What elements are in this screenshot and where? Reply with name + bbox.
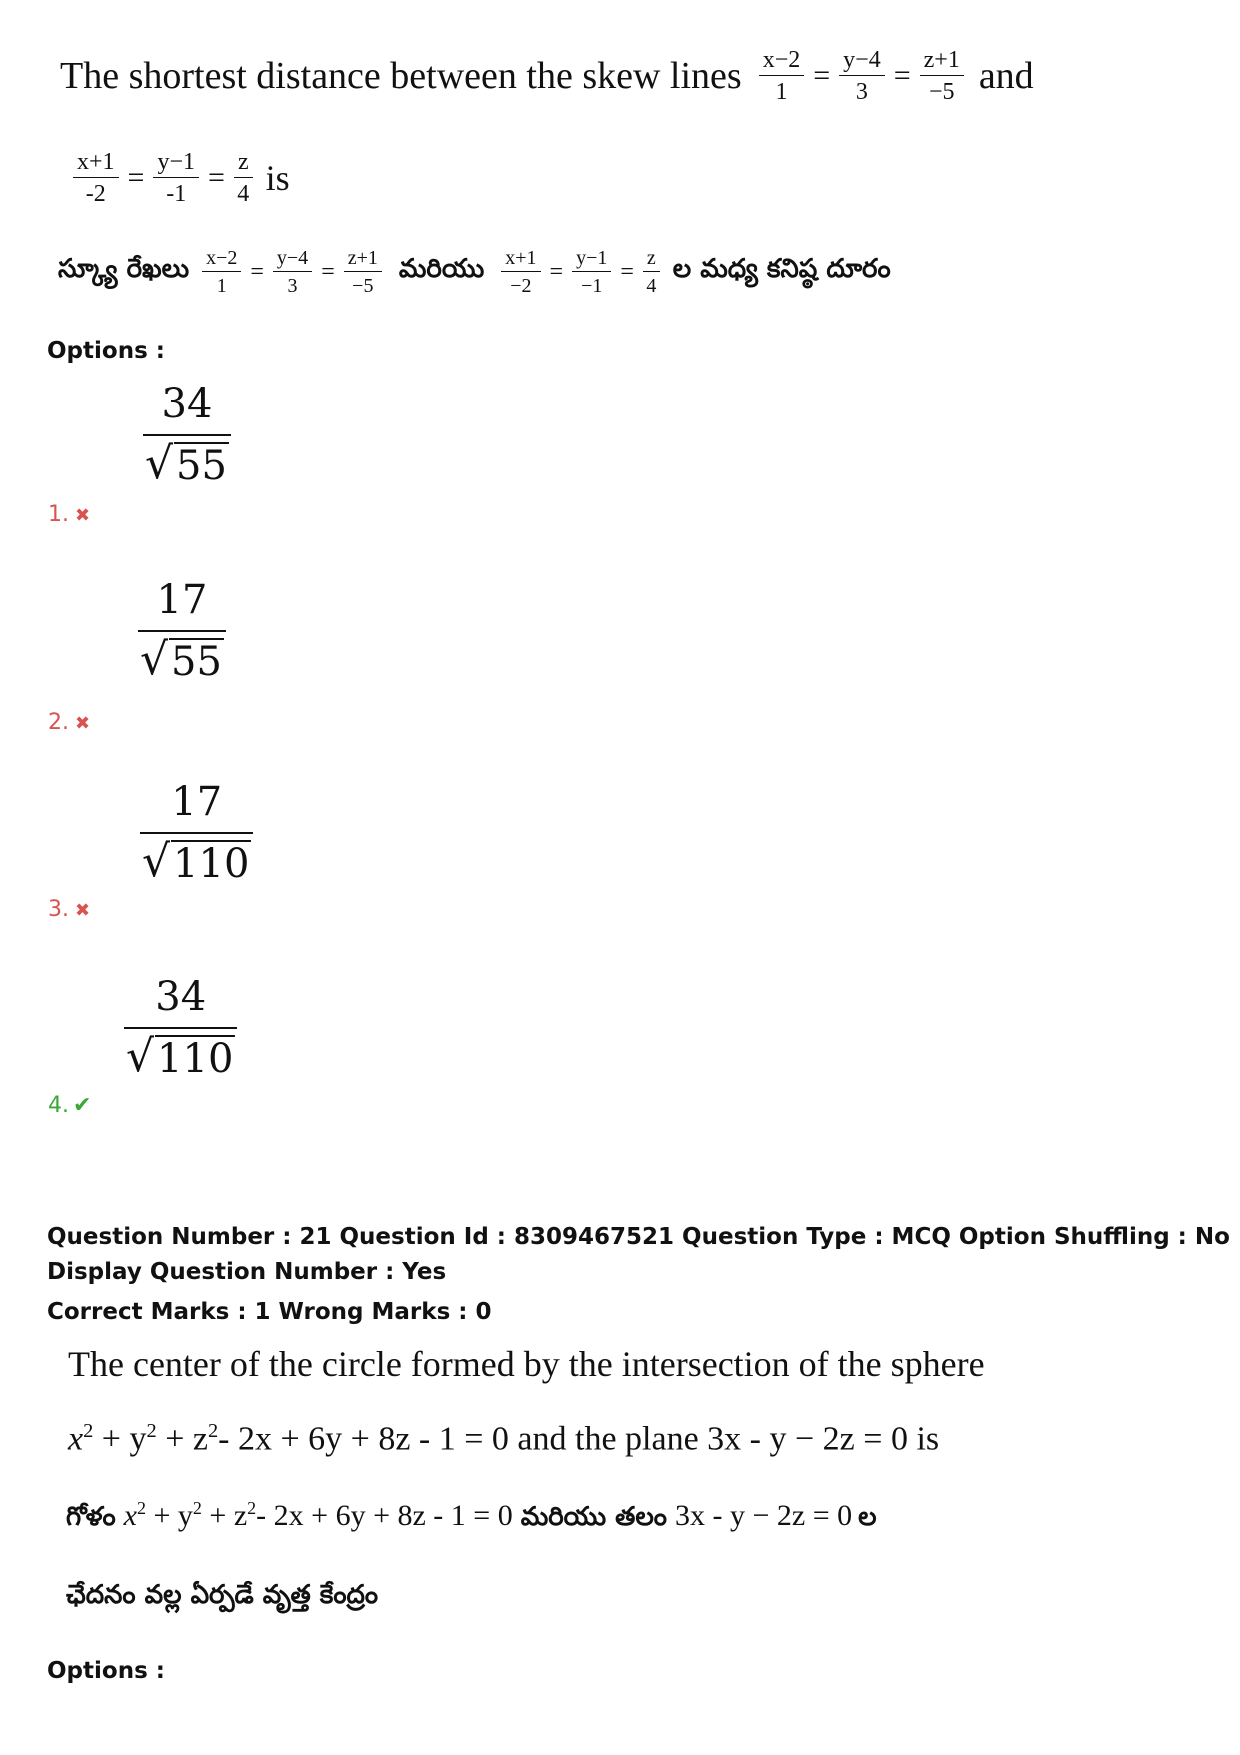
option-1-fraction [143, 381, 231, 489]
option-radicand: 110 [173, 841, 250, 887]
option-4-fraction [124, 974, 237, 1082]
correct-check-icon: ✔ [73, 1093, 92, 1118]
sqrt-icon: √ [142, 836, 171, 887]
fraction: $\frac{x-2}{1}$ [759, 48, 805, 104]
telugu-and-plane: మరియు తలం [520, 1502, 667, 1532]
fraction: $\frac{z}{4}$ [643, 248, 660, 296]
fraction: $\frac{y-1}{-1}$ [153, 150, 199, 206]
option-numerator: 17 [156, 577, 208, 623]
option-3-fraction [140, 779, 253, 887]
wrong-icon: ✖ [75, 900, 91, 921]
sqrt-icon: √ [140, 634, 169, 685]
fraction: $\frac{z+1}{-5}$ [344, 248, 382, 296]
option-1[interactable] [48, 502, 90, 527]
fraction: $\frac{y-4}{3}$ [839, 48, 885, 104]
sqrt-icon: √ [145, 438, 174, 489]
option-radicand: 55 [176, 443, 227, 489]
question-meta [47, 1220, 1230, 1330]
fraction: $\frac{x+1}{-2}$ [73, 150, 119, 206]
next-question-line-1: The center of the circle formed by the intersection of the sphere [68, 1344, 985, 1384]
option-3[interactable] [48, 897, 90, 922]
question-line-2: $\frac{x+1}{-2}$ = $\frac{y-1}{-1}$ = $\frac{z}{4}$ is [70, 150, 290, 206]
sqrt-icon: √ [126, 1031, 155, 1082]
fraction: $\frac{z}{4}$ [234, 150, 253, 206]
fraction: $\frac{y-4}{3}$ [273, 248, 312, 296]
telugu-prefix: స్క్యూ రేఖలు [58, 254, 190, 284]
wrong-icon: ✖ [75, 713, 91, 734]
option-number: 4. [48, 1093, 69, 1118]
options-label: Options : [47, 338, 165, 364]
question-meta-line-3: Correct Marks : 1 Wrong Marks : 0 [47, 1299, 492, 1325]
option-numerator: 34 [155, 974, 207, 1020]
option-number: 2. [48, 710, 69, 735]
option-numerator: 34 [161, 381, 213, 427]
and-word: and [978, 55, 1034, 97]
option-2[interactable] [48, 710, 90, 735]
next-question-telugu-1: గోళం $x^2 + y^2 + z^2-$ 2x + 6y + 8z - 1 = 0 మరియు తలం 3x - y − 2z = 0 ల [66, 1498, 877, 1538]
option-radicand: 110 [157, 1036, 234, 1082]
telugu-and: మరియు [398, 254, 485, 284]
option-number: 1. [48, 502, 69, 527]
question-text-english: The shortest distance between the skew lines $\frac{x-2}{1}$ = $\frac{y-4}{3}$ = $\frac{z+1}{-5}$ and [60, 47, 1034, 105]
option-2-fraction [138, 577, 226, 685]
question-meta-line-2: Display Question Number : Yes [47, 1259, 447, 1285]
next-question-equation: $x^2 + y^2 + z^2-$ 2x + 6y + 8z - 1 = 0 and the plane 3x - y − 2z = 0 is [68, 1420, 940, 1458]
fraction: $\frac{x+1}{-2}$ [501, 248, 540, 296]
option-radicand: 55 [171, 639, 222, 685]
question-text-telugu: స్క్యూ రేఖలు $\frac{x-2}{1}$ = $\frac{y-4}{3}$ = $\frac{z+1}{-5}$ మరియు $\frac{x+1}{-2}$ = $\frac{y-1}{-1}$ = $\frac{z}{4}$ ల మధ్య కనిష్ఠ దూరం [58, 247, 891, 297]
options-label-next: Options : [47, 1658, 165, 1684]
question-meta-line-1: Question Number : 21 Question Id : 8309467521 Question Type : MCQ Option Shuffling : No [47, 1224, 1230, 1250]
telugu-sphere-word: గోళం [66, 1502, 116, 1532]
next-question-telugu-2: ఛేదనం వల్ల ఏర్పడే వృత్త కేంద్రం [66, 1580, 379, 1610]
telugu-suffix: ల మధ్య కనిష్ఠ దూరం [672, 254, 891, 284]
option-numerator: 17 [171, 779, 223, 825]
wrong-icon: ✖ [75, 505, 91, 526]
option-number: 3. [48, 897, 69, 922]
option-4[interactable] [48, 1093, 91, 1118]
fraction: $\frac{x-2}{1}$ [202, 248, 241, 296]
fraction: $\frac{y-1}{-1}$ [572, 248, 611, 296]
question-intro: The shortest distance between the skew lines [60, 55, 742, 97]
fraction: $\frac{z+1}{-5}$ [920, 48, 964, 104]
is-word: is [265, 158, 290, 198]
